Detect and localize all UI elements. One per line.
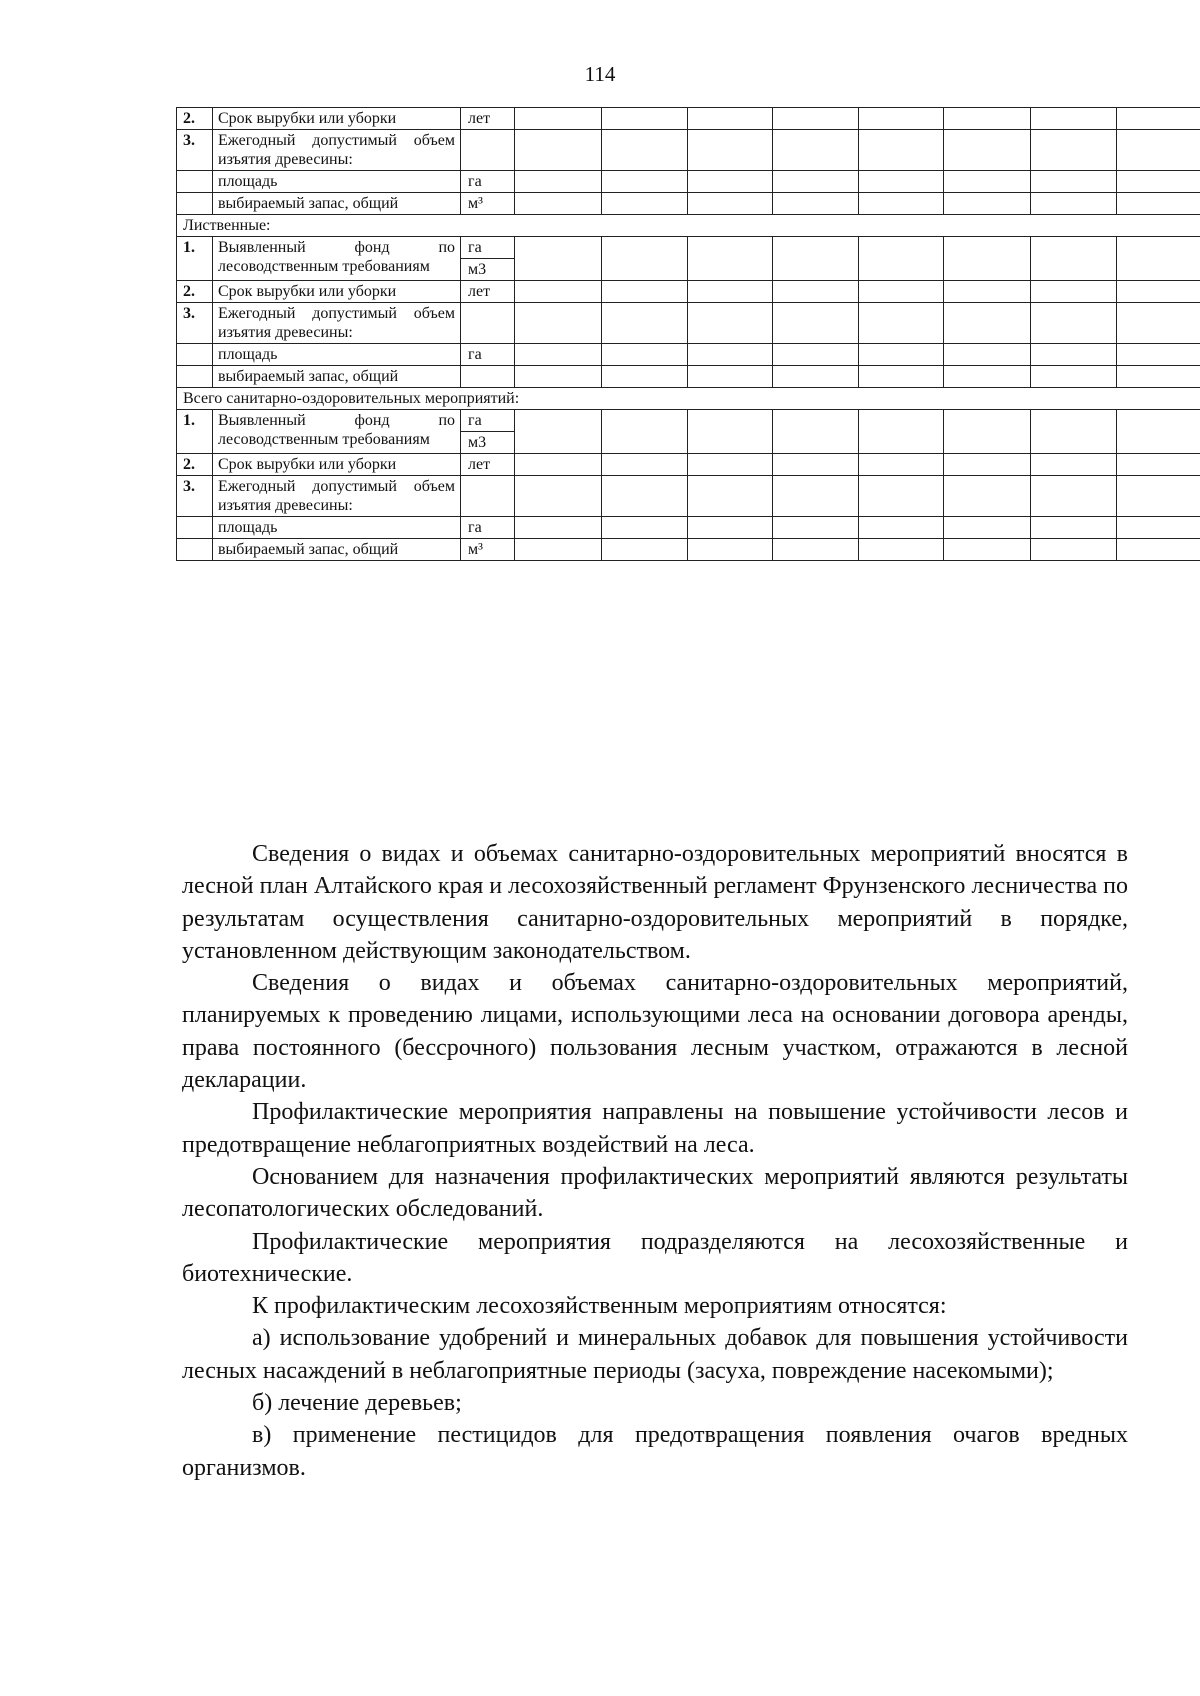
row-name: выбираемый запас, общий <box>213 193 461 215</box>
section-heading: Всего санитарно-оздоровительных мероприятий: <box>177 388 1200 410</box>
empty-cell <box>602 281 688 303</box>
empty-cell <box>602 344 688 366</box>
row-unit: м³ <box>461 539 515 561</box>
table-row <box>177 281 1200 303</box>
row-name: площадь <box>213 171 461 193</box>
empty-cell <box>944 108 1031 130</box>
empty-cell <box>773 344 859 366</box>
empty-cell <box>1031 454 1117 476</box>
paragraph: б) лечение деревьев; <box>252 1390 462 1417</box>
empty-cell <box>688 539 773 561</box>
paragraph: Профилактические мероприятия подразделяются на лесохозяйственные и биотехнические. <box>182 1228 1128 1287</box>
empty-cell <box>1031 344 1117 366</box>
empty-cell <box>859 454 944 476</box>
row-number: 3. <box>177 303 213 344</box>
paragraph: а) использование удобрений и минеральных добавок для повышения устойчивости лесных насаждений в неблагоприятные периоды (засуха, повреждение насекомыми); <box>182 1325 1128 1384</box>
empty-cell <box>515 539 602 561</box>
row-number <box>177 193 213 215</box>
empty-cell <box>859 410 944 454</box>
row-unit: лет <box>461 281 515 303</box>
table-row <box>177 539 1200 561</box>
table-row <box>177 193 1200 215</box>
empty-cell <box>688 366 773 388</box>
table-row <box>177 366 1200 388</box>
row-number <box>177 344 213 366</box>
empty-cell <box>515 410 602 454</box>
row-name: выбираемый запас, общий <box>213 539 461 561</box>
row-unit <box>461 130 515 171</box>
table-row <box>177 108 1200 130</box>
empty-cell <box>859 108 944 130</box>
row-name: Ежегодный допустимый объем изъятия древесины: <box>213 303 461 344</box>
empty-cell <box>773 539 859 561</box>
empty-cell <box>773 130 859 171</box>
empty-cell <box>1031 130 1117 171</box>
empty-cell <box>944 410 1031 454</box>
empty-cell <box>602 476 688 517</box>
empty-cell <box>1117 344 1200 366</box>
empty-cell <box>1031 303 1117 344</box>
row-unit: га <box>461 410 515 432</box>
paragraph: Профилактические мероприятия направлены на повышение устойчивости лесов и предотвращение неблагоприятных воздействий на леса. <box>182 1099 1128 1158</box>
empty-cell <box>688 517 773 539</box>
empty-cell <box>602 108 688 130</box>
row-number: 2. <box>177 281 213 303</box>
paragraph: К профилактическим лесохозяйственным мероприятиям относятся: <box>252 1293 947 1320</box>
empty-cell <box>773 476 859 517</box>
empty-cell <box>688 303 773 344</box>
empty-cell <box>944 281 1031 303</box>
empty-cell <box>602 171 688 193</box>
empty-cell <box>1117 237 1200 281</box>
empty-cell <box>1031 108 1117 130</box>
empty-cell <box>602 303 688 344</box>
empty-cell <box>688 130 773 171</box>
row-number: 2. <box>177 454 213 476</box>
paragraph: в) применение пестицидов для предотвращения появления очагов вредных организмов. <box>182 1422 1128 1481</box>
empty-cell <box>1031 476 1117 517</box>
empty-cell <box>1117 303 1200 344</box>
row-number: 3. <box>177 130 213 171</box>
empty-cell <box>944 476 1031 517</box>
empty-cell <box>602 130 688 171</box>
row-name: Выявленный фонд по лесоводственным требованиям <box>213 410 461 454</box>
empty-cell <box>859 344 944 366</box>
table-row <box>177 410 1200 432</box>
empty-cell <box>515 344 602 366</box>
empty-cell <box>688 410 773 454</box>
empty-cell <box>859 517 944 539</box>
empty-cell <box>859 476 944 517</box>
empty-cell <box>944 344 1031 366</box>
empty-cell <box>944 454 1031 476</box>
row-number: 3. <box>177 476 213 517</box>
row-name: Ежегодный допустимый объем изъятия древесины: <box>213 130 461 171</box>
empty-cell <box>773 517 859 539</box>
row-unit <box>461 303 515 344</box>
row-name: Ежегодный допустимый объем изъятия древесины: <box>213 476 461 517</box>
empty-cell <box>1117 517 1200 539</box>
empty-cell <box>688 281 773 303</box>
row-name: площадь <box>213 517 461 539</box>
empty-cell <box>515 108 602 130</box>
table-row <box>177 476 1200 517</box>
empty-cell <box>1031 539 1117 561</box>
table-row <box>177 517 1200 539</box>
row-number <box>177 366 213 388</box>
empty-cell <box>859 281 944 303</box>
empty-cell <box>859 539 944 561</box>
empty-cell <box>1031 281 1117 303</box>
empty-cell <box>688 108 773 130</box>
paragraph: Сведения о видах и объемах санитарно-оздоровительных мероприятий, планируемых к проведению лицами, использующими леса на основании договора аренды, права постоянного (бессрочного) пользования лесным участком, отражаются в лесной декларации. <box>182 970 1128 1094</box>
empty-cell <box>773 303 859 344</box>
empty-cell <box>773 454 859 476</box>
row-unit <box>461 366 515 388</box>
paragraph: Основанием для назначения профилактических мероприятий являются результаты лесопатологических обследований. <box>182 1163 1128 1223</box>
empty-cell <box>1117 454 1200 476</box>
empty-cell <box>1031 237 1117 281</box>
row-unit: м3 <box>461 259 515 281</box>
row-unit: м3 <box>461 432 515 454</box>
row-unit: м³ <box>461 193 515 215</box>
empty-cell <box>944 130 1031 171</box>
sanitary-measures-table <box>176 107 1200 561</box>
empty-cell <box>688 476 773 517</box>
table-row <box>177 344 1200 366</box>
body-text <box>182 838 1128 1484</box>
empty-cell <box>1117 366 1200 388</box>
empty-cell <box>602 410 688 454</box>
row-unit: га <box>461 237 515 259</box>
row-unit: га <box>461 344 515 366</box>
empty-cell <box>1117 193 1200 215</box>
empty-cell <box>773 108 859 130</box>
row-name: Срок вырубки или уборки <box>213 281 461 303</box>
empty-cell <box>1031 171 1117 193</box>
empty-cell <box>859 130 944 171</box>
empty-cell <box>859 193 944 215</box>
row-name: выбираемый запас, общий <box>213 366 461 388</box>
empty-cell <box>944 517 1031 539</box>
empty-cell <box>1117 476 1200 517</box>
row-unit: лет <box>461 108 515 130</box>
empty-cell <box>688 344 773 366</box>
table-row <box>177 303 1200 344</box>
empty-cell <box>1031 517 1117 539</box>
empty-cell <box>1117 410 1200 454</box>
empty-cell <box>602 193 688 215</box>
page-number: 114 <box>584 62 616 86</box>
empty-cell <box>515 237 602 281</box>
row-number: 2. <box>177 108 213 130</box>
empty-cell <box>688 171 773 193</box>
empty-cell <box>515 476 602 517</box>
paragraph: Сведения о видах и объемах санитарно-оздоровительных мероприятий вносятся в лесной план Алтайского края и лесохозяйственный регламент Фрунзенского лесничества по результатам осуществления санитарно-оздоровительных мероприятий в порядке, установленном действующим законодательством. <box>182 841 1128 964</box>
empty-cell <box>602 539 688 561</box>
empty-cell <box>515 130 602 171</box>
empty-cell <box>859 171 944 193</box>
empty-cell <box>515 281 602 303</box>
table-section-row <box>177 215 1200 237</box>
empty-cell <box>602 454 688 476</box>
row-name: площадь <box>213 344 461 366</box>
empty-cell <box>859 366 944 388</box>
empty-cell <box>944 539 1031 561</box>
empty-cell <box>773 281 859 303</box>
empty-cell <box>773 237 859 281</box>
empty-cell <box>773 366 859 388</box>
empty-cell <box>688 237 773 281</box>
empty-cell <box>515 193 602 215</box>
empty-cell <box>773 410 859 454</box>
empty-cell <box>1117 108 1200 130</box>
row-name: Срок вырубки или уборки <box>213 454 461 476</box>
empty-cell <box>1031 366 1117 388</box>
empty-cell <box>944 171 1031 193</box>
empty-cell <box>773 193 859 215</box>
empty-cell <box>515 303 602 344</box>
empty-cell <box>688 193 773 215</box>
empty-cell <box>602 237 688 281</box>
empty-cell <box>944 193 1031 215</box>
row-name: Срок вырубки или уборки <box>213 108 461 130</box>
empty-cell <box>859 303 944 344</box>
empty-cell <box>1117 539 1200 561</box>
row-unit <box>461 476 515 517</box>
table-row <box>177 171 1200 193</box>
empty-cell <box>688 454 773 476</box>
table-row <box>177 237 1200 259</box>
row-number <box>177 539 213 561</box>
empty-cell <box>515 454 602 476</box>
row-unit: га <box>461 171 515 193</box>
empty-cell <box>773 171 859 193</box>
empty-cell <box>515 171 602 193</box>
row-unit: га <box>461 517 515 539</box>
empty-cell <box>1031 410 1117 454</box>
empty-cell <box>602 366 688 388</box>
empty-cell <box>515 366 602 388</box>
section-heading: Лиственные: <box>177 215 1200 237</box>
empty-cell <box>1031 193 1117 215</box>
row-unit: лет <box>461 454 515 476</box>
empty-cell <box>944 237 1031 281</box>
empty-cell <box>1117 130 1200 171</box>
empty-cell <box>515 517 602 539</box>
empty-cell <box>859 237 944 281</box>
row-number: 1. <box>177 237 213 281</box>
empty-cell <box>1117 171 1200 193</box>
row-name: Выявленный фонд по лесоводственным требованиям <box>213 237 461 281</box>
empty-cell <box>602 517 688 539</box>
empty-cell <box>944 303 1031 344</box>
row-number: 1. <box>177 410 213 454</box>
empty-cell <box>1117 281 1200 303</box>
row-number <box>177 517 213 539</box>
table-row <box>177 454 1200 476</box>
table-row <box>177 130 1200 171</box>
empty-cell <box>944 366 1031 388</box>
table-section-row <box>177 388 1200 410</box>
row-number <box>177 171 213 193</box>
